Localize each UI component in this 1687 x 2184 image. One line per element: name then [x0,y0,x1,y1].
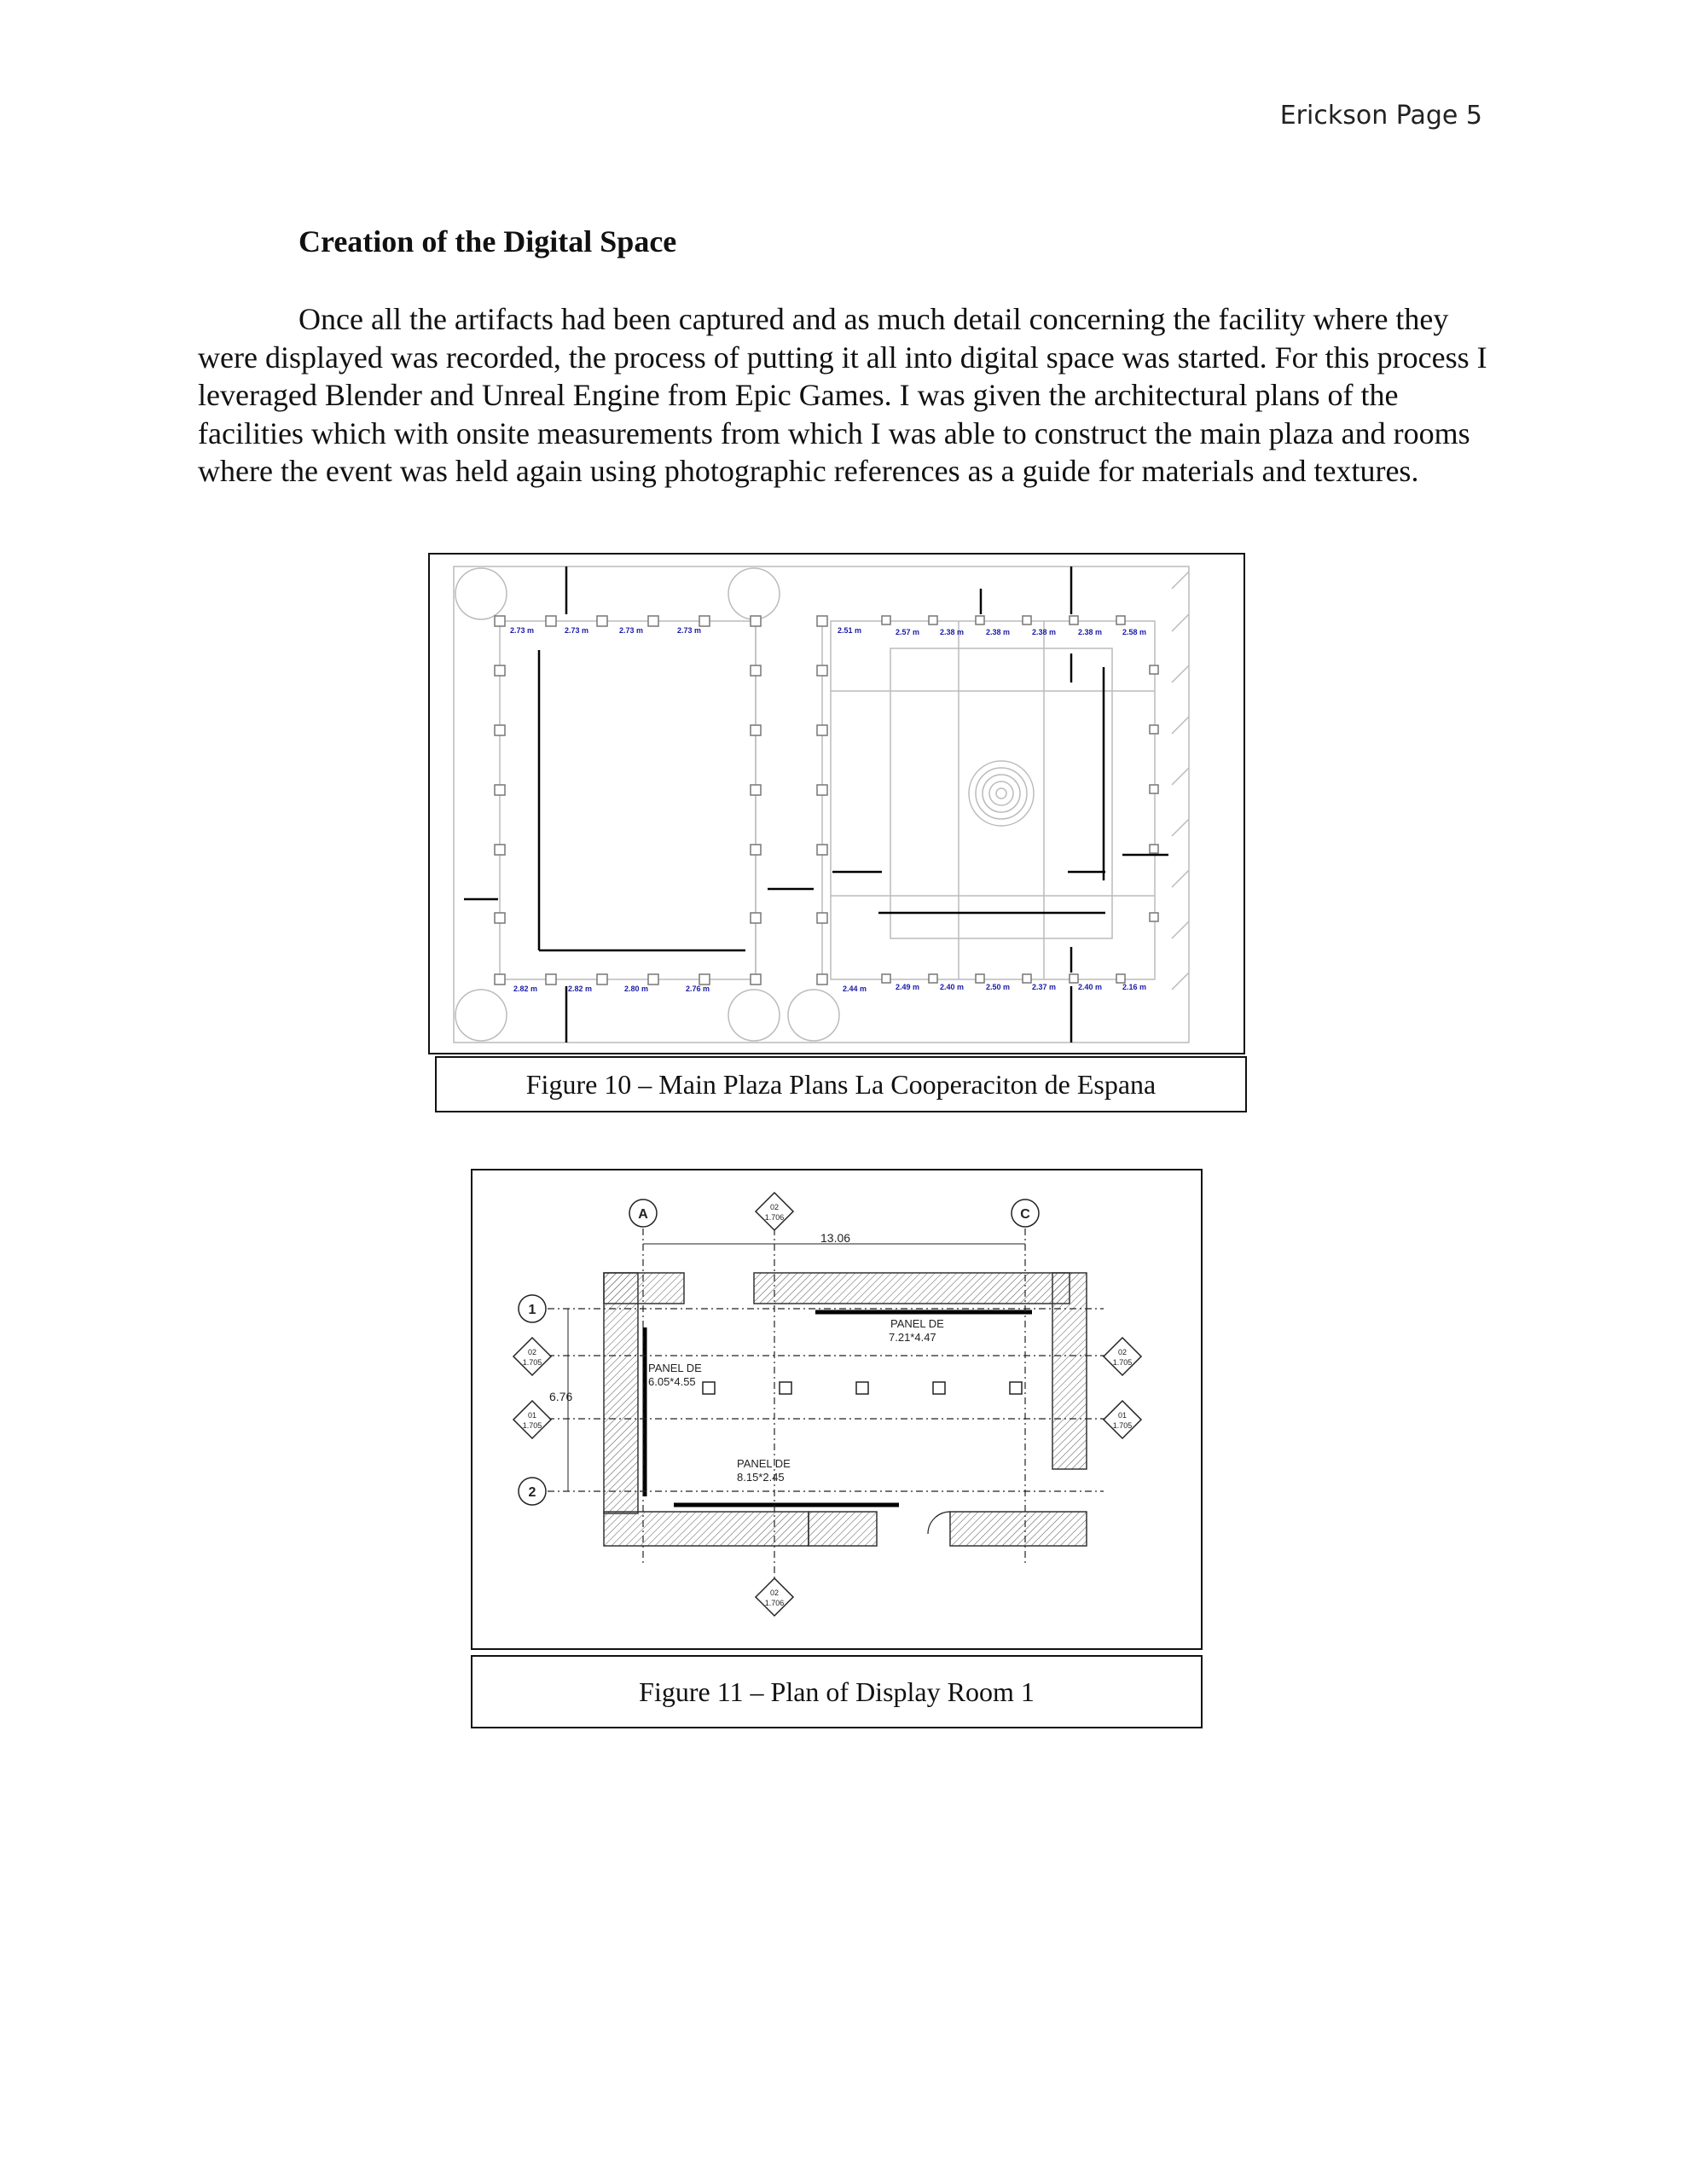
section-tag-right-lower [1104,1401,1141,1438]
dim-label: 2.44 m [843,985,867,993]
fountain-ring [989,781,1013,805]
dim-label: 2.73 m [565,626,589,635]
section-tag-bottom [756,1578,793,1616]
svg-text:02: 02 [527,1348,537,1356]
svg-text:02: 02 [769,1203,780,1211]
dim-label: 2.38 m [1032,628,1057,636]
dim-label: 2.38 m [1078,628,1103,636]
dim-label: 2.38 m [986,628,1011,636]
display-room-plan-drawing [472,1170,1201,1648]
svg-text:1.705: 1.705 [522,1358,542,1367]
section-heading: Creation of the Digital Space [299,224,677,258]
page-header: Erickson Page 5 [1279,101,1482,131]
dim-label: 2.16 m [1122,983,1147,991]
section-tag-top [756,1193,793,1230]
dim-label: 2.40 m [940,983,965,991]
svg-text:01: 01 [527,1411,537,1420]
dim-label: 2.82 m [513,985,538,993]
dim-label: 2.37 m [1032,983,1057,991]
svg-text:1.706: 1.706 [764,1213,785,1222]
corner-circle [455,990,507,1041]
dim-label: 2.51 m [838,626,862,635]
main-plaza-plan-drawing [430,555,1244,1053]
overall-width-label: 13.06 [820,1231,851,1245]
fountain-ring [969,761,1034,826]
svg-text:02: 02 [769,1589,780,1597]
dim-label: 2.82 m [568,985,593,993]
svg-text:6.05*4.55: 6.05*4.55 [648,1375,696,1388]
figure-10-frame [428,553,1245,1054]
body-paragraph: Once all the artifacts had been captured and as much detail concerning the facility where they were displayed was recorded, the process of putting it all into digital space was started. For this process I leveraged Blender and Unreal Engine from Epic Games. I was given the architectural plans of the facilities which with onsite measurements from which I was able to construct the main plaza and rooms where the event was held again using photographic references as a guide for materials and textures. [198,302,1487,488]
fountain-ring [983,775,1020,812]
section-tag-left-lower [513,1401,551,1438]
dim-label: 2.73 m [510,626,535,635]
dim-label: 2.38 m [940,628,965,636]
grid-label-2: 2 [528,1485,536,1500]
dim-label: 2.40 m [1078,983,1103,991]
svg-text:PANEL DE: PANEL DE [648,1362,702,1374]
dim-label: 2.58 m [1122,628,1147,636]
figure-11-frame [471,1169,1203,1650]
svg-text:02: 02 [1117,1348,1128,1356]
section-tag-right-upper [1104,1338,1141,1375]
dim-label: 2.49 m [896,983,920,991]
dim-label: 2.57 m [896,628,920,636]
grid-label-a: A [638,1207,648,1222]
corner-circle [728,568,780,619]
fountain-ring [996,788,1006,799]
grid-label-c: C [1020,1207,1030,1222]
corner-circle [788,990,839,1041]
fountain-ring [976,768,1027,819]
svg-text:1.705: 1.705 [1112,1421,1133,1430]
overall-depth-label: 6.76 [549,1390,573,1403]
figure-10-caption: Figure 10 – Main Plaza Plans La Cooperaciton de Espana [435,1056,1247,1112]
svg-text:8.15*2.45: 8.15*2.45 [737,1471,785,1484]
corner-circle [728,990,780,1041]
dim-label: 2.73 m [677,626,702,635]
dim-label: 2.80 m [624,985,649,993]
svg-text:PANEL DE: PANEL DE [890,1317,944,1330]
figure-11-caption: Figure 11 – Plan of Display Room 1 [471,1655,1203,1728]
svg-text:1.705: 1.705 [1112,1358,1133,1367]
svg-text:1.705: 1.705 [522,1421,542,1430]
grid-label-1: 1 [528,1303,536,1317]
svg-text:01: 01 [1117,1411,1128,1420]
section-tag-left-upper [513,1338,551,1375]
corner-circle [455,568,507,619]
svg-text:7.21*4.47: 7.21*4.47 [889,1331,936,1344]
svg-text:1.706: 1.706 [764,1599,785,1607]
dim-label: 2.73 m [619,626,644,635]
dim-label: 2.76 m [686,985,710,993]
svg-text:PANEL DE: PANEL DE [737,1457,791,1470]
dim-label: 2.50 m [986,983,1011,991]
